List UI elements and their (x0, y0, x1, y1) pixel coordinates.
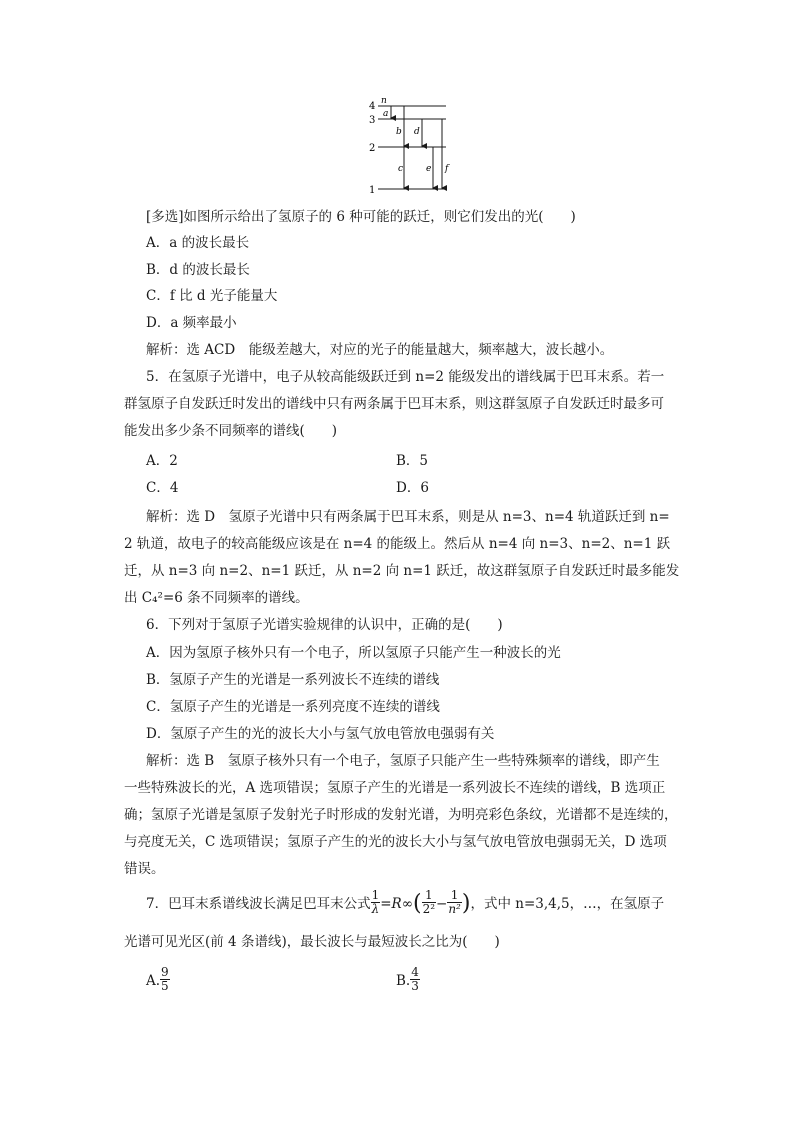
level-label-4: 4 (369, 101, 376, 112)
transition-label-b: b (396, 127, 402, 137)
q7-option-a-fraction (160, 966, 170, 993)
n-label: n (381, 96, 387, 106)
q7-term1-den: 2² (422, 902, 436, 916)
q7-lhs-fraction (371, 889, 381, 916)
q7-option-a (146, 964, 170, 998)
transition-label-d: d (414, 127, 420, 137)
q6-option-a: A．因为氢原子核外只有一个电子，所以氢原子只能产生一种波长的光 (146, 645, 561, 661)
q7-option-b-den: 3 (411, 979, 419, 993)
q7-paren-left: ( (412, 890, 422, 916)
q4-option-d: D．a 频率最小 (146, 315, 237, 331)
q5-option-b: B．5 (396, 453, 429, 469)
q7-option-b-num: 4 (411, 965, 419, 979)
q7-term2-fraction (447, 889, 462, 916)
q7-option-b (396, 964, 420, 998)
level-label-1: 1 (369, 185, 376, 196)
q4-option-c: C．f 比 d 光子能量大 (146, 288, 278, 304)
q7-paren-right: ) (461, 890, 471, 916)
level-label-2: 2 (369, 143, 376, 154)
q7-option-a-den: 5 (161, 979, 169, 993)
q5-analysis-line-4: 出 C₄²=6 条不同频率的谱线。 (124, 590, 309, 606)
transition-label-e: e (426, 164, 432, 174)
q7-lhs-num: 1 (371, 888, 380, 902)
transition-label-c: c (398, 164, 404, 174)
q5-analysis-line-1: 解析：选 D 氢原子光谱中只有两条属于巴耳末系，则是从 n=3、n=4 轨道跃迁到 n= (146, 509, 670, 525)
q7-stem-suffix: ，式中 n=3,4,5，…，在氢原子 (470, 896, 665, 912)
q5-option-d: D．6 (396, 480, 429, 496)
q6-option-b: B．氢原子产生的光谱是一系列波长不连续的谱线 (146, 672, 440, 688)
energy-level-svg (360, 96, 460, 196)
q7-stem-line-1 (146, 890, 664, 918)
q7-lhs-den: λ (371, 902, 380, 916)
q6-analysis-line-4: 与亮度无关，C 选项错误；氢原子产生的光的波长大小与氢气放电管放电强弱无关，D 选项 (124, 834, 667, 850)
q7-stem-prefix: 7．巴耳末系谱线波长满足巴耳末公式 (146, 896, 371, 912)
q7-option-b-fraction (410, 966, 420, 993)
q5-analysis-line-3: 迁，从 n=3 向 n=2、n=1 跃迁，从 n=2 向 n=1 跃迁，故这群氢原子自发跃迁时最多能发 (124, 563, 680, 579)
q6-analysis-line-3: 确；氢原子光谱是氢原子发射光子时形成的发射光谱，为明亮彩色条纹，光谱都不是连续的， (124, 807, 678, 823)
q7-term1-num: 1 (422, 889, 436, 903)
q7-option-a-num: 9 (161, 965, 169, 979)
q6-stem: 6．下列对于氢原子光谱实验规律的认识中，正确的是( ) (146, 617, 503, 633)
q5-stem-line-2: 群氢原子自发跃迁时发出的谱线中只有两条属于巴耳末系，则这群氢原子自发跃迁时最多可 (124, 396, 664, 412)
q5-analysis-line-2: 2 轨道，故电子的较高能级应该是在 n=4 的能级上。然后从 n=4 向 n=3、n=2、n=1 跃 (124, 536, 671, 552)
q5-option-a: A．2 (146, 453, 178, 469)
q6-analysis-line-2: 一些特殊波长的光，A 选项错误；氢原子产生的光谱是一系列波长不连续的谱线，B 选项正 (124, 780, 666, 796)
energy-level-diagram (360, 96, 460, 196)
q7-minus: − (436, 896, 448, 912)
q6-analysis-line-5: 错误。 (124, 861, 165, 877)
q5-stem-line-1: 5．在氢原子光谱中，电子从较高能级跃迁到 n=2 能级发出的谱线属于巴耳末系。若一 (146, 369, 665, 385)
q7-term2-den: n² (448, 902, 461, 916)
transition-label-a: a (383, 109, 389, 119)
q5-option-c: C．4 (146, 480, 179, 496)
q7-stem-line-2: 光谱可见光区(前 4 条谱线)，最长波长与最短波长之比为( ) (124, 934, 500, 950)
q6-analysis-line-1: 解析：选 B 氢原子核外只有一个电子，氢原子只能产生一些特殊频率的谱线，即产生 (146, 753, 660, 769)
q7-option-b-label: B. (396, 973, 411, 989)
q4-option-a: A．a 的波长最长 (146, 235, 250, 251)
q4-analysis: 解析：选 ACD 能级差越大，对应的光子的能量越大，频率越大，波长越小。 (146, 342, 614, 358)
transition-label-f: f (445, 164, 449, 174)
q4-stem: [多选]如图所示给出了氢原子的 6 种可能的跃迁，则它们发出的光( ) (146, 209, 576, 225)
q6-option-d: D．氢原子产生的光的波长大小与氢气放电管放电强弱有关 (146, 726, 495, 742)
q5-stem-line-3: 能发出多少条不同频率的谱线( ) (124, 423, 338, 439)
q7-term1-fraction (422, 889, 436, 916)
q7-rinf: =R∞ (380, 896, 413, 912)
level-label-3: 3 (369, 115, 376, 126)
q6-option-c: C．氢原子产生的光谱是一系列亮度不连续的谱线 (146, 699, 440, 715)
q7-option-a-label: A. (146, 973, 161, 989)
q7-term2-num: 1 (447, 889, 462, 903)
q4-option-b: B．d 的波长最长 (146, 262, 250, 278)
